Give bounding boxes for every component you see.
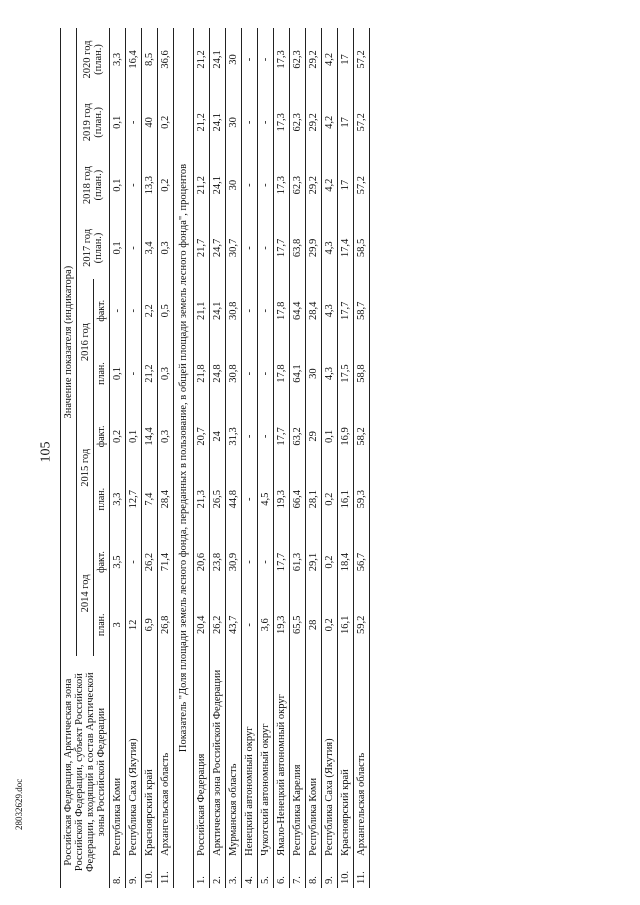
value-cell: - — [242, 342, 258, 405]
indicator-table — [60, 28, 370, 888]
value-cell: 19,3 — [274, 468, 290, 531]
value-cell: 30,8 — [226, 342, 242, 405]
value-cell: - — [126, 342, 142, 405]
value-cell: 17,7 — [338, 279, 354, 342]
region-name: Архангельская область — [354, 656, 370, 860]
value-cell: 4,5 — [258, 468, 274, 531]
value-cell: 56,7 — [354, 531, 370, 594]
fact-header: факт. — [94, 405, 110, 468]
value-cell: 62,3 — [290, 91, 306, 154]
value-cell: 3,3 — [110, 468, 126, 531]
value-cell: 28,4 — [158, 468, 174, 531]
year-2019-header: 2019 год (план.) — [77, 91, 110, 154]
value-cell: 21,1 — [194, 279, 210, 342]
value-cell: 61,3 — [290, 531, 306, 594]
value-cell: 0,1 — [322, 405, 338, 468]
region-name: Республика Коми — [306, 656, 322, 860]
value-cell: 3 — [110, 593, 126, 656]
value-cell: 0,1 — [110, 154, 126, 217]
value-cell: 29,2 — [306, 28, 322, 91]
value-cell: - — [126, 91, 142, 154]
top-rows — [110, 28, 174, 888]
value-cell: - — [258, 405, 274, 468]
value-cell: 20,6 — [194, 531, 210, 594]
value-cell: 19,3 — [274, 593, 290, 656]
value-cell: 26,5 — [210, 468, 226, 531]
value-cell: 4,3 — [322, 279, 338, 342]
table-row — [258, 28, 274, 888]
value-cell: 66,4 — [290, 468, 306, 531]
value-cell: 16,1 — [338, 468, 354, 531]
value-cell: - — [126, 217, 142, 280]
value-cell: 28,1 — [306, 468, 322, 531]
value-cell: 43,7 — [226, 593, 242, 656]
value-cell: - — [242, 28, 258, 91]
value-cell: 0,1 — [110, 342, 126, 405]
table-row — [210, 28, 226, 888]
table-row — [242, 28, 258, 888]
value-cell: 30 — [226, 91, 242, 154]
region-name: Республика Саха (Якутия) — [126, 656, 142, 860]
table-row — [290, 28, 306, 888]
value-cell: 59,2 — [354, 593, 370, 656]
table-row — [126, 28, 142, 888]
value-cell: 17,7 — [274, 531, 290, 594]
value-cell: 29 — [306, 405, 322, 468]
region-name: Республика Карелия — [290, 656, 306, 860]
value-cell: 30 — [226, 28, 242, 91]
value-cell: 3,3 — [110, 28, 126, 91]
value-cell: 57,2 — [354, 91, 370, 154]
row-index: 9. — [322, 860, 338, 888]
value-cell: 0,5 — [158, 279, 174, 342]
value-cell: 24,1 — [210, 28, 226, 91]
value-cell: 17,7 — [274, 405, 290, 468]
plan-header: план. — [94, 593, 110, 656]
value-cell: 21,2 — [194, 154, 210, 217]
value-cell: 58,5 — [354, 217, 370, 280]
value-cell: 29,1 — [306, 531, 322, 594]
value-cell: 17,3 — [274, 28, 290, 91]
value-cell: 0,1 — [126, 405, 142, 468]
value-cell: 62,3 — [290, 28, 306, 91]
table-row — [274, 28, 290, 888]
value-cell: 17,8 — [274, 342, 290, 405]
value-cell: 63,8 — [290, 217, 306, 280]
document-filename: 28032629.doc — [14, 778, 24, 830]
value-cell: 4,2 — [322, 91, 338, 154]
value-cell: - — [242, 91, 258, 154]
region-name: Красноярский край — [338, 656, 354, 860]
value-cell: 17 — [338, 91, 354, 154]
value-cell: 40 — [142, 91, 158, 154]
value-cell: 62,3 — [290, 154, 306, 217]
table-row — [142, 28, 158, 888]
value-cell: - — [258, 91, 274, 154]
table-row — [194, 28, 210, 888]
region-name: Архангельская область — [158, 656, 174, 860]
value-cell: 0,2 — [322, 593, 338, 656]
value-cell: 65,5 — [290, 593, 306, 656]
table-row — [110, 28, 126, 888]
value-cell: - — [242, 154, 258, 217]
region-name: Чукотский автономный округ — [258, 656, 274, 860]
value-cell: 0,2 — [110, 405, 126, 468]
value-cell: 24,1 — [210, 279, 226, 342]
value-cell: 30,7 — [226, 217, 242, 280]
value-cell: 0,3 — [158, 405, 174, 468]
table-row — [354, 28, 370, 888]
row-index: 8. — [110, 860, 126, 888]
value-cell: 31,3 — [226, 405, 242, 468]
value-cell: 24,7 — [210, 217, 226, 280]
value-cell: 0,2 — [158, 154, 174, 217]
value-cell: 24 — [210, 405, 226, 468]
row-index: 11. — [158, 860, 174, 888]
region-name: Республика Саха (Якутия) — [322, 656, 338, 860]
value-cell: 16,9 — [338, 405, 354, 468]
value-cell: 21,3 — [194, 468, 210, 531]
value-cell: 30 — [226, 154, 242, 217]
value-cell: - — [258, 279, 274, 342]
value-cell: 21,8 — [194, 342, 210, 405]
table-row — [158, 28, 174, 888]
row-index: 2. — [210, 860, 226, 888]
value-cell: 3,5 — [110, 531, 126, 594]
region-name: Ненецкий автономный округ — [242, 656, 258, 860]
region-name: Арктическая зона Российской Федерации — [210, 656, 226, 860]
value-cell: 17,8 — [274, 279, 290, 342]
year-2015-header: 2015 год — [77, 405, 94, 531]
value-cell: 21,7 — [194, 217, 210, 280]
value-cell: 26,2 — [210, 593, 226, 656]
value-cell: 17,3 — [274, 154, 290, 217]
fact-header: факт. — [94, 531, 110, 594]
table-row — [226, 28, 242, 888]
value-cell: 71,4 — [158, 531, 174, 594]
value-cell: 13,3 — [142, 154, 158, 217]
year-2016-header: 2016 год — [77, 279, 94, 405]
table-row — [338, 28, 354, 888]
plan-header: план. — [94, 468, 110, 531]
value-cell: 44,8 — [226, 468, 242, 531]
value-cell: 0,3 — [158, 217, 174, 280]
value-cell: 23,8 — [210, 531, 226, 594]
value-cell: - — [110, 279, 126, 342]
region-column-header: Российская Федерация, Арктическая зона Российской Федерации, субъект Российской Федерации, входящий в состав Арктической зоны Российской Федерации — [61, 656, 110, 888]
value-cell: 12 — [126, 593, 142, 656]
value-cell: 4,2 — [322, 28, 338, 91]
value-cell: 0,3 — [158, 342, 174, 405]
plan-header: план. — [94, 342, 110, 405]
row-index: 10. — [142, 860, 158, 888]
value-cell: - — [258, 342, 274, 405]
value-cell: - — [258, 28, 274, 91]
value-cell: 20,7 — [194, 405, 210, 468]
value-cell: 26,8 — [158, 593, 174, 656]
value-cell: 36,6 — [158, 28, 174, 91]
value-cell: - — [126, 531, 142, 594]
value-cell: 16,4 — [126, 28, 142, 91]
fact-header: факт. — [94, 279, 110, 342]
value-cell: 24,1 — [210, 154, 226, 217]
row-index: 9. — [126, 860, 142, 888]
bottom-rows — [194, 28, 370, 888]
value-cell: 59,3 — [354, 468, 370, 531]
value-cell: 24,1 — [210, 91, 226, 154]
value-cell: - — [258, 154, 274, 217]
row-index: 5. — [258, 860, 274, 888]
row-index: 8. — [306, 860, 322, 888]
region-name: Красноярский край — [142, 656, 158, 860]
value-cell: 6,9 — [142, 593, 158, 656]
row-index: 6. — [274, 860, 290, 888]
value-cell: - — [242, 217, 258, 280]
row-index: 3. — [226, 860, 242, 888]
value-cell: 28 — [306, 593, 322, 656]
value-cell: - — [258, 531, 274, 594]
value-cell: - — [242, 468, 258, 531]
value-cell: 8,5 — [142, 28, 158, 91]
value-cell: 30,9 — [226, 531, 242, 594]
value-cell: 2,2 — [142, 279, 158, 342]
table-row — [306, 28, 322, 888]
value-cell: 64,1 — [290, 342, 306, 405]
value-cell: 21,2 — [194, 28, 210, 91]
value-cell: - — [242, 531, 258, 594]
value-cell: 58,7 — [354, 279, 370, 342]
value-cell: 29,9 — [306, 217, 322, 280]
value-cell: 0,2 — [158, 91, 174, 154]
row-index: 10. — [338, 860, 354, 888]
value-cell: - — [242, 279, 258, 342]
year-2014-header: 2014 год — [77, 531, 94, 657]
value-cell: 18,4 — [338, 531, 354, 594]
value-cell: 4,3 — [322, 342, 338, 405]
value-cell: 63,2 — [290, 405, 306, 468]
value-cell: 16,1 — [338, 593, 354, 656]
value-cell: 24,8 — [210, 342, 226, 405]
value-cell: 4,2 — [322, 154, 338, 217]
value-cell: 3,4 — [142, 217, 158, 280]
value-cell: - — [126, 279, 142, 342]
region-name: Ямало-Ненецкий автономный округ — [274, 656, 290, 860]
row-index: 1. — [194, 860, 210, 888]
value-cell: 58,8 — [354, 342, 370, 405]
value-cell: 17 — [338, 28, 354, 91]
section-title: Показатель "Доля площади земель лесного фонда, переданных в пользование, в общей площади земель лесного фонда", процентов — [174, 28, 194, 888]
value-cell: - — [242, 405, 258, 468]
value-cell: 30,8 — [226, 279, 242, 342]
row-index: 7. — [290, 860, 306, 888]
year-2017-header: 2017 год (план.) — [77, 217, 110, 280]
value-cell: 29,2 — [306, 91, 322, 154]
row-index: 11. — [354, 860, 370, 888]
value-cell: 0,1 — [110, 91, 126, 154]
value-cell: 14,4 — [142, 405, 158, 468]
value-cell: 29,2 — [306, 154, 322, 217]
value-cell: 3,6 — [258, 593, 274, 656]
value-cell: 12,7 — [126, 468, 142, 531]
value-cell: 20,4 — [194, 593, 210, 656]
region-name: Российская Федерация — [194, 656, 210, 860]
year-2018-header: 2018 год (план.) — [77, 154, 110, 217]
table-row — [322, 28, 338, 888]
value-cell: 21,2 — [142, 342, 158, 405]
value-cell: 0,2 — [322, 468, 338, 531]
value-cell: 57,2 — [354, 28, 370, 91]
indicator-header: Значение показателя (индикатора) — [61, 28, 77, 656]
year-2020-header: 2020 год (план.) — [77, 28, 110, 91]
value-cell: 0,1 — [110, 217, 126, 280]
row-index: 4. — [242, 860, 258, 888]
value-cell: 30 — [306, 342, 322, 405]
rotated-table-container — [60, 28, 620, 888]
page-number: 105 — [38, 441, 54, 463]
value-cell: 17,7 — [274, 217, 290, 280]
value-cell: 17,4 — [338, 217, 354, 280]
value-cell: 0,2 — [322, 531, 338, 594]
value-cell: 4,3 — [322, 217, 338, 280]
value-cell: 17,3 — [274, 91, 290, 154]
region-name: Мурманская область — [226, 656, 242, 860]
value-cell: 57,2 — [354, 154, 370, 217]
value-cell: - — [126, 154, 142, 217]
value-cell: 28,4 — [306, 279, 322, 342]
value-cell: 58,2 — [354, 405, 370, 468]
value-cell: 17 — [338, 154, 354, 217]
value-cell: 17,5 — [338, 342, 354, 405]
region-name: Республика Коми — [110, 656, 126, 860]
value-cell: 21,2 — [194, 91, 210, 154]
value-cell: 26,2 — [142, 531, 158, 594]
value-cell: - — [242, 593, 258, 656]
value-cell: 64,4 — [290, 279, 306, 342]
value-cell: 7,4 — [142, 468, 158, 531]
value-cell: - — [258, 217, 274, 280]
